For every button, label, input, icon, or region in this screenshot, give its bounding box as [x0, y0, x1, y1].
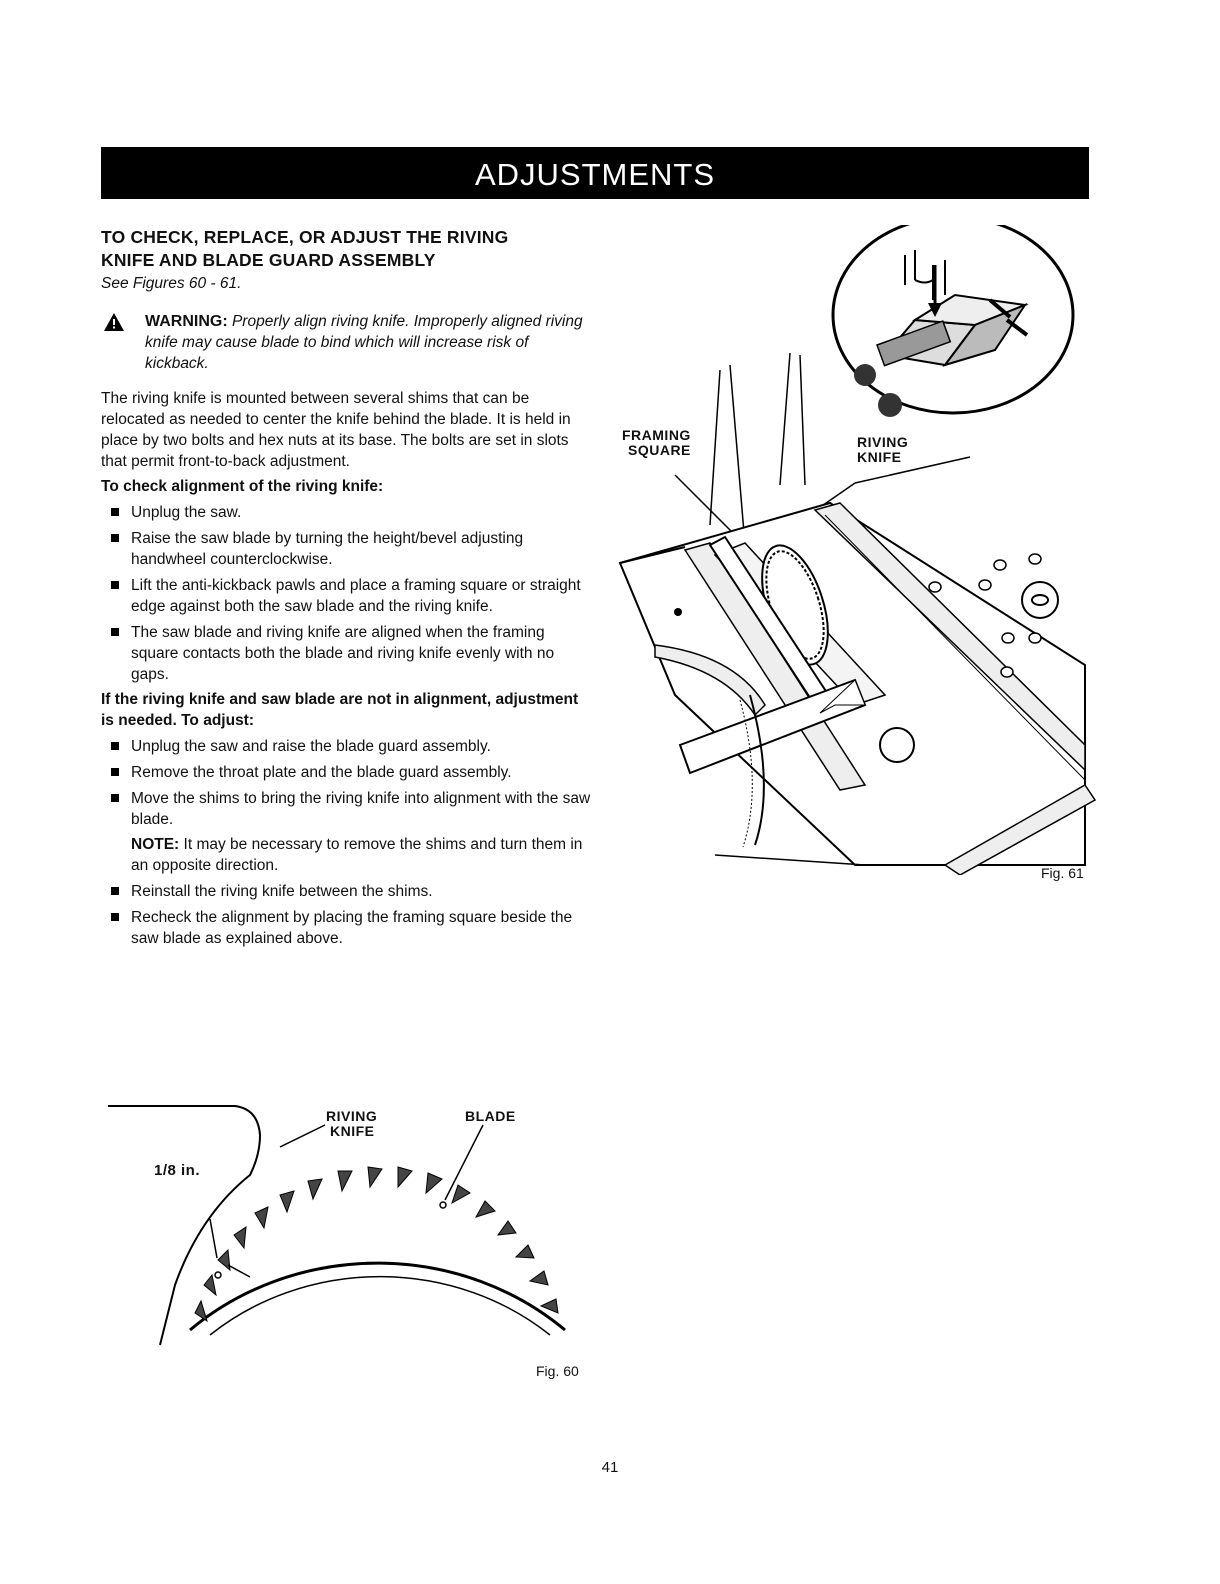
check-steps-list [101, 502, 593, 685]
fig60-riving-knife-line-1: RIVING [326, 1108, 378, 1124]
adjust-steps-list-continued [101, 881, 593, 949]
figure-60 [100, 1085, 620, 1385]
instructions-column [101, 226, 593, 949]
framing-square-line-1: FRAMING [622, 427, 691, 443]
figure-61 [615, 225, 1105, 881]
adjust-step [101, 907, 593, 949]
framing-square-callout [622, 428, 691, 458]
bullet-square-icon [111, 628, 119, 636]
bullet-square-icon [111, 794, 119, 802]
fig60-riving-knife-callout [326, 1109, 377, 1139]
page-number: 41 [601, 1459, 619, 1476]
blade-teeth [195, 1167, 558, 1321]
adjust-step-text: Reinstall the riving knife between the shims. [131, 883, 433, 900]
bullet-square-icon [111, 508, 119, 516]
adjust-step [101, 736, 593, 757]
check-step-text: The saw blade and riving knife are aligned when the framing square contacts both the blade and riving knife evenly with no gaps. [131, 624, 555, 683]
adjust-steps-list [101, 736, 593, 830]
riving-knife-line-2: KNIFE [857, 449, 902, 465]
framing-square-line-2: SQUARE [628, 442, 691, 458]
note-label: NOTE: [131, 836, 180, 853]
heading-line-2: KNIFE AND BLADE GUARD ASSEMBLY [101, 250, 436, 270]
warning-label: WARNING: [145, 313, 228, 330]
check-step-text: Raise the saw blade by turning the height/bevel adjusting handwheel counterclockwise. [131, 530, 524, 568]
adjust-step-text: Recheck the alignment by placing the framing square beside the saw blade as explained above. [131, 909, 573, 947]
adjust-step [101, 881, 593, 902]
check-step [101, 502, 593, 523]
check-step [101, 622, 593, 685]
see-figures-note: See Figures 60 - 61. [101, 275, 242, 292]
bullet-square-icon [111, 768, 119, 776]
check-step-text: Unplug the saw. [131, 504, 242, 521]
check-step-text: Lift the anti-kickback pawls and place a framing square or straight edge against both the saw blade and the riving knife. [131, 577, 581, 615]
warning-block [101, 311, 593, 374]
bullet-square-icon [111, 742, 119, 750]
bullet-square-icon [111, 581, 119, 589]
fig60-riving-knife-line-2: KNIFE [330, 1123, 375, 1139]
intro-paragraph: The riving knife is mounted between several shims that can be relocated as needed to center the knife behind the blade. It is held in place by two bolts and hex nuts at its base. The bolts are set in slots that permit front-to-back adjustment. [101, 390, 571, 470]
heading-line-1: TO CHECK, REPLACE, OR ADJUST THE RIVING [101, 227, 509, 247]
adjust-step-text: Unplug the saw and raise the blade guard assembly. [131, 738, 491, 755]
adjust-step-text: Move the shims to bring the riving knife into alignment with the saw blade. [131, 790, 591, 828]
adjust-step-text: Remove the throat plate and the blade guard assembly. [131, 764, 512, 781]
warning-triangle-icon [103, 312, 125, 332]
adjust-step [101, 762, 593, 783]
section-banner: ADJUSTMENTS [101, 147, 1089, 199]
check-step [101, 528, 593, 570]
bullet-square-icon [111, 534, 119, 542]
figure-60-label: Fig. 60 [536, 1363, 579, 1379]
table-saw-illustration [615, 225, 1105, 875]
adjust-step [101, 788, 593, 830]
bullet-square-icon [111, 887, 119, 895]
adjust-heading: If the riving knife and saw blade are not in alignment, adjustment is needed. To adjust: [101, 691, 579, 729]
bullet-square-icon [111, 913, 119, 921]
riving-knife-line-1: RIVING [857, 434, 909, 450]
check-heading: To check alignment of the riving knife: [101, 478, 384, 495]
warning-text: Properly align riving knife. Improperly aligned riving knife may cause blade to bind which will increase risk of kickback. [145, 313, 583, 372]
note-text: It may be necessary to remove the shims and turn them in an opposite direction. [131, 836, 583, 874]
note-block [101, 834, 593, 876]
gap-measurement-callout: 1/8 in. [154, 1162, 201, 1179]
riving-knife-callout [857, 435, 908, 465]
figure-61-label: Fig. 61 [1041, 865, 1084, 881]
section-heading [101, 226, 593, 272]
blade-callout: BLADE [465, 1108, 516, 1124]
check-step [101, 575, 593, 617]
